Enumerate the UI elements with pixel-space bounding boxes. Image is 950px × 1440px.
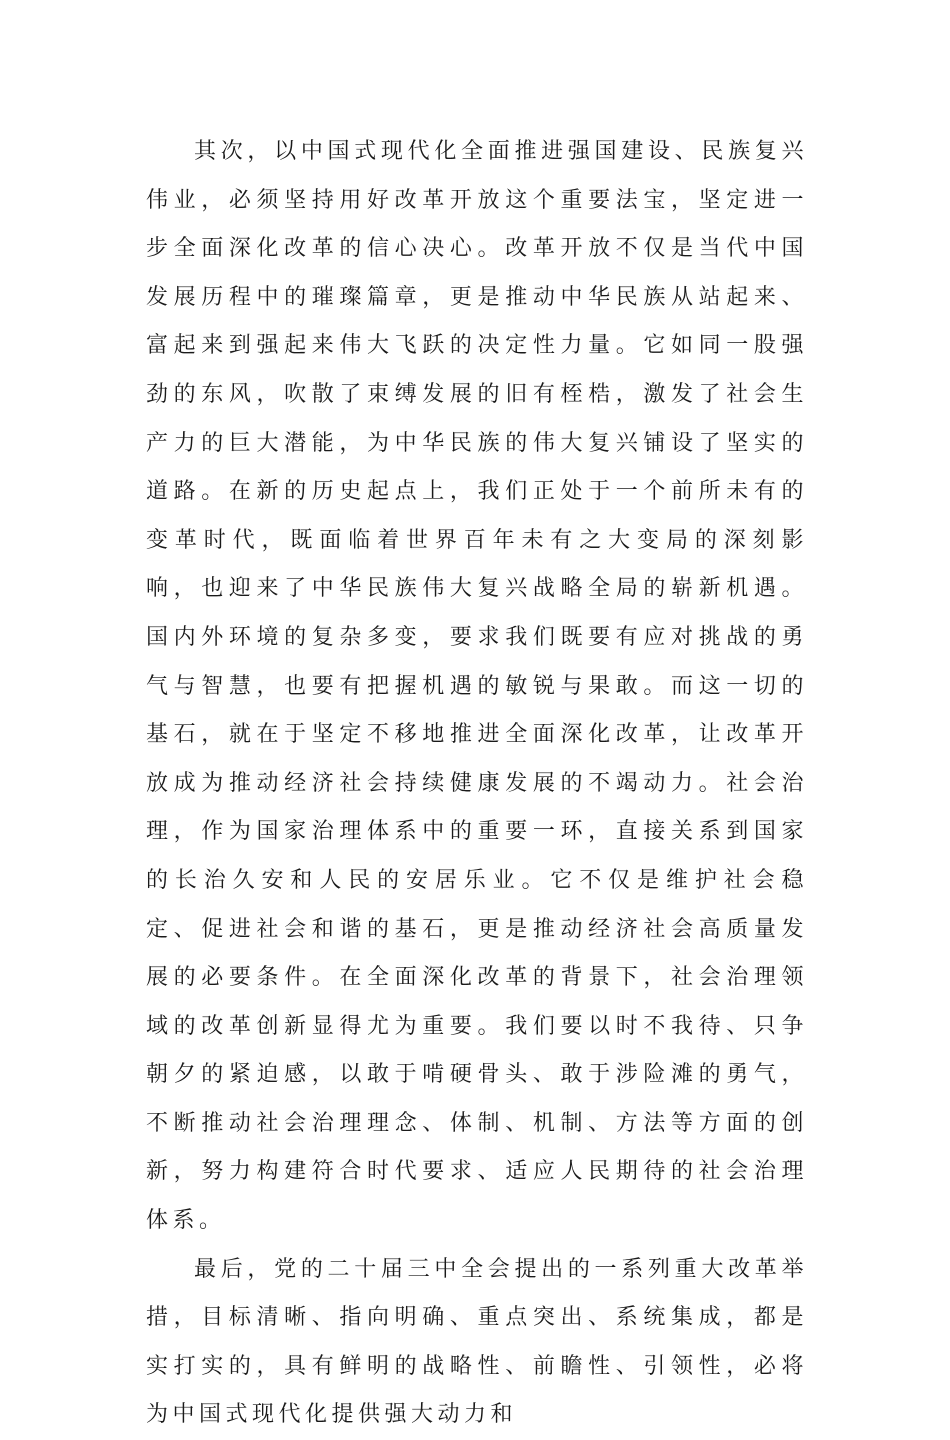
paragraph-1: 其次，以中国式现代化全面推进强国建设、民族复兴伟业，必须坚持用好改革开放这个重要法宝，坚定进一步全面深化改革的信心决心。改革开放不仅是当代中国发展历程中的璀璨篇章，更是推动中华民族从站起来、富起来到强起来伟大飞跃的决定性力量。它如同一股强劲的东风，吹散了束缚发展的旧有桎梏，激发了社会生产力的巨大潜能，为中华民族的伟大复兴铺设了坚实的道路。在新的历史起点上，我们正处于一个前所未有的变革时代，既面临着世界百年未有之大变局的深刻影响，也迎来了中华民族伟大复兴战略全局的崭新机遇。国内外环境的复杂多变，要求我们既要有应对挑战的勇气与智慧，也要有把握机遇的敏锐与果敢。而这一切的基石，就在于坚定不移地推进全面深化改革，让改革开放成为推动经济社会持续健康发展的不竭动力。社会治理，作为国家治理体系中的重要一环，直接关系到国家的长治久安和人民的安居乐业。它不仅是维护社会稳定、促进社会和谐的基石，更是推动经济社会高质量发展的必要条件。在全面深化改革的背景下，社会治理领域的改革创新显得尤为重要。我们要以时不我待、只争朝夕的紧迫感，以敢于啃硬骨头、敢于涉险滩的勇气，不断推动社会治理理念、体制、机制、方法等方面的创新，努力构建符合时代要求、适应人民期待的社会治理体系。 (146, 139, 808, 1234)
paragraph-2: 最后，党的二十届三中全会提出的一系列重大改革举措，目标清晰、指向明确、重点突出、系统集成，都是实打实的，具有鲜明的战略性、前瞻性、引领性，必将为中国式现代化提供强大动力和 (146, 1256, 808, 1428)
document-body (146, 128, 808, 1440)
